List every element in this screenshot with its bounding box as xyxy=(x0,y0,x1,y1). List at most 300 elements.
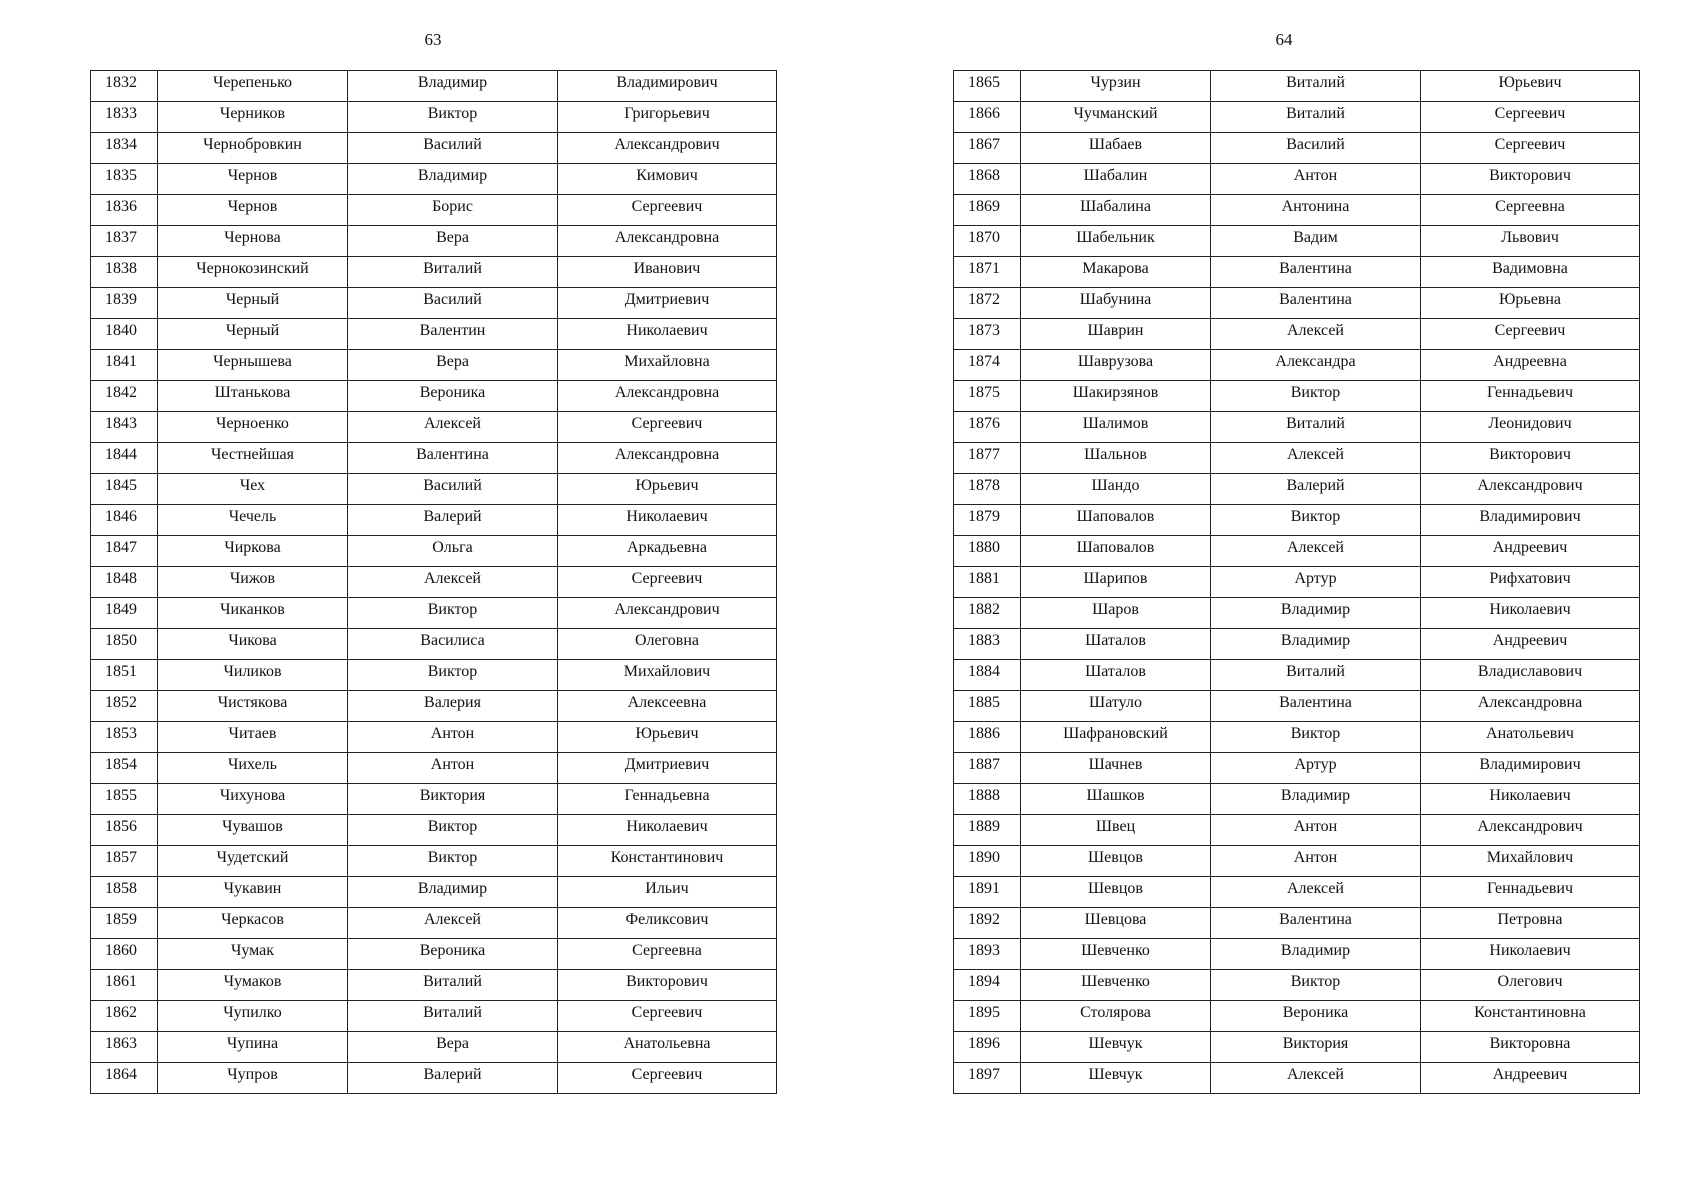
row-number: 1850 xyxy=(91,629,158,660)
row-number: 1878 xyxy=(954,474,1021,505)
surname-cell: Черников xyxy=(158,102,348,133)
surname-cell: Шевцов xyxy=(1021,877,1211,908)
first-name-cell: Владимир xyxy=(1211,784,1421,815)
row-number: 1842 xyxy=(91,381,158,412)
table-row xyxy=(954,722,1640,753)
patronymic-cell: Владимирович xyxy=(1421,753,1640,784)
first-name-cell: Вероника xyxy=(348,381,558,412)
patronymic-cell: Владимирович xyxy=(558,71,777,102)
table-row xyxy=(91,71,777,102)
patronymic-cell: Петровна xyxy=(1421,908,1640,939)
patronymic-cell: Львович xyxy=(1421,226,1640,257)
row-number: 1845 xyxy=(91,474,158,505)
patronymic-cell: Николаевич xyxy=(1421,939,1640,970)
table-row xyxy=(954,288,1640,319)
first-name-cell: Владимир xyxy=(348,877,558,908)
first-name-cell: Вадим xyxy=(1211,226,1421,257)
first-name-cell: Виталий xyxy=(1211,102,1421,133)
patronymic-cell: Александровна xyxy=(558,443,777,474)
patronymic-cell: Андреевна xyxy=(1421,350,1640,381)
row-number: 1849 xyxy=(91,598,158,629)
table-row xyxy=(91,133,777,164)
row-number: 1889 xyxy=(954,815,1021,846)
patronymic-cell: Николаевич xyxy=(1421,784,1640,815)
first-name-cell: Виталий xyxy=(348,970,558,1001)
patronymic-cell: Геннадьевна xyxy=(558,784,777,815)
first-name-cell: Виталий xyxy=(348,257,558,288)
table-row xyxy=(91,1032,777,1063)
surname-cell: Честнейшая xyxy=(158,443,348,474)
table-row xyxy=(954,474,1640,505)
table-row xyxy=(954,412,1640,443)
first-name-cell: Вероника xyxy=(1211,1001,1421,1032)
first-name-cell: Александра xyxy=(1211,350,1421,381)
row-number: 1879 xyxy=(954,505,1021,536)
patronymic-cell: Юрьевич xyxy=(1421,71,1640,102)
patronymic-cell: Николаевич xyxy=(1421,598,1640,629)
first-name-cell: Алексей xyxy=(1211,877,1421,908)
row-number: 1894 xyxy=(954,970,1021,1001)
table-row xyxy=(91,660,777,691)
surname-cell: Чернова xyxy=(158,226,348,257)
first-name-cell: Василий xyxy=(1211,133,1421,164)
first-name-cell: Борис xyxy=(348,195,558,226)
surname-cell: Шевчук xyxy=(1021,1032,1211,1063)
page-64 xyxy=(953,0,1639,1200)
row-number: 1876 xyxy=(954,412,1021,443)
row-number: 1847 xyxy=(91,536,158,567)
first-name-cell: Валерий xyxy=(348,1063,558,1094)
row-number: 1848 xyxy=(91,567,158,598)
row-number: 1886 xyxy=(954,722,1021,753)
first-name-cell: Алексей xyxy=(1211,319,1421,350)
patronymic-cell: Николаевич xyxy=(558,319,777,350)
first-name-cell: Владимир xyxy=(348,71,558,102)
first-name-cell: Василий xyxy=(348,474,558,505)
surname-cell: Шевченко xyxy=(1021,939,1211,970)
row-number: 1833 xyxy=(91,102,158,133)
row-number: 1891 xyxy=(954,877,1021,908)
patronymic-cell: Константиновна xyxy=(1421,1001,1640,1032)
surname-cell: Шабельник xyxy=(1021,226,1211,257)
surname-cell: Чистякова xyxy=(158,691,348,722)
table-row xyxy=(91,877,777,908)
first-name-cell: Василий xyxy=(348,288,558,319)
first-name-cell: Василий xyxy=(348,133,558,164)
patronymic-cell: Анатольевна xyxy=(558,1032,777,1063)
row-number: 1884 xyxy=(954,660,1021,691)
patronymic-cell: Михайлович xyxy=(1421,846,1640,877)
row-number: 1835 xyxy=(91,164,158,195)
first-name-cell: Виталий xyxy=(1211,412,1421,443)
surname-cell: Чукавин xyxy=(158,877,348,908)
surname-cell: Шатуло xyxy=(1021,691,1211,722)
surname-cell: Шальнов xyxy=(1021,443,1211,474)
patronymic-cell: Сергеевич xyxy=(558,1063,777,1094)
page-number: 64 xyxy=(1275,30,1293,49)
surname-cell: Чернов xyxy=(158,164,348,195)
table-row xyxy=(954,1032,1640,1063)
name-table xyxy=(90,70,777,1094)
patronymic-cell: Феликсович xyxy=(558,908,777,939)
patronymic-cell: Александрович xyxy=(558,598,777,629)
patronymic-cell: Олегович xyxy=(1421,970,1640,1001)
row-number: 1864 xyxy=(91,1063,158,1094)
surname-cell: Шевчук xyxy=(1021,1063,1211,1094)
page-63 xyxy=(90,0,776,1200)
surname-cell: Чучманский xyxy=(1021,102,1211,133)
row-number: 1857 xyxy=(91,846,158,877)
surname-cell: Столярова xyxy=(1021,1001,1211,1032)
first-name-cell: Ольга xyxy=(348,536,558,567)
patronymic-cell: Владимирович xyxy=(1421,505,1640,536)
table-row xyxy=(954,691,1640,722)
table-row xyxy=(91,288,777,319)
first-name-cell: Василиса xyxy=(348,629,558,660)
first-name-cell: Виктория xyxy=(1211,1032,1421,1063)
row-number: 1836 xyxy=(91,195,158,226)
row-number: 1860 xyxy=(91,939,158,970)
row-number: 1882 xyxy=(954,598,1021,629)
table-row xyxy=(91,567,777,598)
surname-cell: Шабунина xyxy=(1021,288,1211,319)
table-row xyxy=(954,567,1640,598)
row-number: 1859 xyxy=(91,908,158,939)
surname-cell: Черный xyxy=(158,288,348,319)
surname-cell: Шандо xyxy=(1021,474,1211,505)
first-name-cell: Виталий xyxy=(1211,71,1421,102)
surname-cell: Шалимов xyxy=(1021,412,1211,443)
table-row xyxy=(954,939,1640,970)
surname-cell: Швец xyxy=(1021,815,1211,846)
patronymic-cell: Кимович xyxy=(558,164,777,195)
row-number: 1871 xyxy=(954,257,1021,288)
table-row xyxy=(954,164,1640,195)
surname-cell: Черкасов xyxy=(158,908,348,939)
surname-cell: Черный xyxy=(158,319,348,350)
table-row xyxy=(954,660,1640,691)
table-row xyxy=(954,1001,1640,1032)
surname-cell: Чернов xyxy=(158,195,348,226)
row-number: 1883 xyxy=(954,629,1021,660)
table-row xyxy=(954,815,1640,846)
first-name-cell: Вероника xyxy=(348,939,558,970)
patronymic-cell: Юрьевич xyxy=(558,474,777,505)
patronymic-cell: Александрович xyxy=(1421,815,1640,846)
table-row xyxy=(91,226,777,257)
patronymic-cell: Аркадьевна xyxy=(558,536,777,567)
table-row xyxy=(954,846,1640,877)
first-name-cell: Виктория xyxy=(348,784,558,815)
surname-cell: Шафрановский xyxy=(1021,722,1211,753)
first-name-cell: Вера xyxy=(348,350,558,381)
patronymic-cell: Михайлович xyxy=(558,660,777,691)
patronymic-cell: Сергеевич xyxy=(558,567,777,598)
surname-cell: Шевцова xyxy=(1021,908,1211,939)
patronymic-cell: Иванович xyxy=(558,257,777,288)
table-row xyxy=(954,908,1640,939)
first-name-cell: Владимир xyxy=(1211,598,1421,629)
table-row xyxy=(91,1063,777,1094)
patronymic-cell: Михайловна xyxy=(558,350,777,381)
row-number: 1861 xyxy=(91,970,158,1001)
table-row xyxy=(954,753,1640,784)
first-name-cell: Валентина xyxy=(348,443,558,474)
first-name-cell: Виктор xyxy=(1211,970,1421,1001)
first-name-cell: Виталий xyxy=(348,1001,558,1032)
surname-cell: Чернышева xyxy=(158,350,348,381)
first-name-cell: Антон xyxy=(1211,164,1421,195)
row-number: 1851 xyxy=(91,660,158,691)
table-row xyxy=(954,71,1640,102)
surname-cell: Макарова xyxy=(1021,257,1211,288)
surname-cell: Чупилко xyxy=(158,1001,348,1032)
row-number: 1839 xyxy=(91,288,158,319)
first-name-cell: Антон xyxy=(1211,815,1421,846)
row-number: 1846 xyxy=(91,505,158,536)
row-number: 1867 xyxy=(954,133,1021,164)
patronymic-cell: Григорьевич xyxy=(558,102,777,133)
row-number: 1897 xyxy=(954,1063,1021,1094)
first-name-cell: Артур xyxy=(1211,753,1421,784)
first-name-cell: Алексей xyxy=(1211,536,1421,567)
row-number: 1852 xyxy=(91,691,158,722)
surname-cell: Шаталов xyxy=(1021,629,1211,660)
surname-cell: Шаповалов xyxy=(1021,536,1211,567)
row-number: 1888 xyxy=(954,784,1021,815)
row-number: 1853 xyxy=(91,722,158,753)
first-name-cell: Валентина xyxy=(1211,257,1421,288)
table-row xyxy=(954,102,1640,133)
surname-cell: Шаврузова xyxy=(1021,350,1211,381)
surname-cell: Шаров xyxy=(1021,598,1211,629)
first-name-cell: Валентина xyxy=(1211,908,1421,939)
first-name-cell: Артур xyxy=(1211,567,1421,598)
row-number: 1865 xyxy=(954,71,1021,102)
surname-cell: Шабалин xyxy=(1021,164,1211,195)
patronymic-cell: Геннадьевич xyxy=(1421,381,1640,412)
patronymic-cell: Викторовна xyxy=(1421,1032,1640,1063)
patronymic-cell: Дмитриевич xyxy=(558,753,777,784)
row-number: 1855 xyxy=(91,784,158,815)
surname-cell: Чихунова xyxy=(158,784,348,815)
row-number: 1885 xyxy=(954,691,1021,722)
first-name-cell: Антон xyxy=(348,753,558,784)
table-row xyxy=(954,505,1640,536)
surname-cell: Шарипов xyxy=(1021,567,1211,598)
table-row xyxy=(954,381,1640,412)
table-row xyxy=(954,1063,1640,1094)
surname-cell: Шабалина xyxy=(1021,195,1211,226)
patronymic-cell: Владиславович xyxy=(1421,660,1640,691)
patronymic-cell: Сергеевич xyxy=(558,412,777,443)
table-row xyxy=(954,970,1640,1001)
surname-cell: Чувашов xyxy=(158,815,348,846)
row-number: 1832 xyxy=(91,71,158,102)
first-name-cell: Валентин xyxy=(348,319,558,350)
table-row xyxy=(91,350,777,381)
patronymic-cell: Александровна xyxy=(558,226,777,257)
patronymic-cell: Леонидович xyxy=(1421,412,1640,443)
surname-cell: Шачнев xyxy=(1021,753,1211,784)
surname-cell: Читаев xyxy=(158,722,348,753)
patronymic-cell: Константинович xyxy=(558,846,777,877)
first-name-cell: Виктор xyxy=(348,598,558,629)
row-number: 1890 xyxy=(954,846,1021,877)
surname-cell: Шевченко xyxy=(1021,970,1211,1001)
row-number: 1862 xyxy=(91,1001,158,1032)
table-row xyxy=(91,598,777,629)
row-number: 1840 xyxy=(91,319,158,350)
table-row xyxy=(91,1001,777,1032)
table-row xyxy=(954,195,1640,226)
patronymic-cell: Вадимовна xyxy=(1421,257,1640,288)
first-name-cell: Виктор xyxy=(1211,722,1421,753)
row-number: 1875 xyxy=(954,381,1021,412)
patronymic-cell: Викторович xyxy=(558,970,777,1001)
page-number: 63 xyxy=(424,30,442,49)
row-number: 1877 xyxy=(954,443,1021,474)
patronymic-cell: Юрьевна xyxy=(1421,288,1640,319)
patronymic-cell: Викторович xyxy=(1421,443,1640,474)
first-name-cell: Алексей xyxy=(348,412,558,443)
first-name-cell: Валентина xyxy=(1211,288,1421,319)
patronymic-cell: Сергеевич xyxy=(558,1001,777,1032)
row-number: 1869 xyxy=(954,195,1021,226)
surname-cell: Чихель xyxy=(158,753,348,784)
first-name-cell: Валерия xyxy=(348,691,558,722)
row-number: 1868 xyxy=(954,164,1021,195)
surname-cell: Шашков xyxy=(1021,784,1211,815)
table-row xyxy=(91,753,777,784)
surname-cell: Чернобровкин xyxy=(158,133,348,164)
surname-cell: Чупина xyxy=(158,1032,348,1063)
table-row xyxy=(91,257,777,288)
table-row xyxy=(954,784,1640,815)
table-row xyxy=(91,474,777,505)
first-name-cell: Валерий xyxy=(1211,474,1421,505)
table-row xyxy=(954,877,1640,908)
table-row xyxy=(91,846,777,877)
first-name-cell: Алексей xyxy=(1211,1063,1421,1094)
surname-cell: Шаповалов xyxy=(1021,505,1211,536)
surname-cell: Чиркова xyxy=(158,536,348,567)
surname-cell: Чернокозинский xyxy=(158,257,348,288)
row-number: 1874 xyxy=(954,350,1021,381)
first-name-cell: Владимир xyxy=(1211,629,1421,660)
row-number: 1881 xyxy=(954,567,1021,598)
surname-cell: Шаврин xyxy=(1021,319,1211,350)
surname-cell: Чумак xyxy=(158,939,348,970)
first-name-cell: Владимир xyxy=(1211,939,1421,970)
surname-cell: Шабаев xyxy=(1021,133,1211,164)
row-number: 1892 xyxy=(954,908,1021,939)
surname-cell: Чижов xyxy=(158,567,348,598)
surname-cell: Черноенко xyxy=(158,412,348,443)
row-number: 1858 xyxy=(91,877,158,908)
patronymic-cell: Ильич xyxy=(558,877,777,908)
table-row xyxy=(954,133,1640,164)
surname-cell: Чупров xyxy=(158,1063,348,1094)
patronymic-cell: Андреевич xyxy=(1421,1063,1640,1094)
patronymic-cell: Андреевич xyxy=(1421,629,1640,660)
table-row xyxy=(91,722,777,753)
patronymic-cell: Сергеевич xyxy=(1421,133,1640,164)
first-name-cell: Алексей xyxy=(348,908,558,939)
row-number: 1838 xyxy=(91,257,158,288)
name-table xyxy=(953,70,1640,1094)
patronymic-cell: Сергеевич xyxy=(1421,102,1640,133)
surname-cell: Шевцов xyxy=(1021,846,1211,877)
first-name-cell: Антон xyxy=(348,722,558,753)
patronymic-cell: Дмитриевич xyxy=(558,288,777,319)
row-number: 1837 xyxy=(91,226,158,257)
table-row xyxy=(954,629,1640,660)
row-number: 1880 xyxy=(954,536,1021,567)
patronymic-cell: Юрьевич xyxy=(558,722,777,753)
table-row xyxy=(91,381,777,412)
row-number: 1834 xyxy=(91,133,158,164)
table-row xyxy=(91,412,777,443)
table-row xyxy=(91,908,777,939)
first-name-cell: Антон xyxy=(1211,846,1421,877)
patronymic-cell: Андреевич xyxy=(1421,536,1640,567)
surname-cell: Чех xyxy=(158,474,348,505)
first-name-cell: Валентина xyxy=(1211,691,1421,722)
patronymic-cell: Олеговна xyxy=(558,629,777,660)
first-name-cell: Алексей xyxy=(348,567,558,598)
patronymic-cell: Геннадьевич xyxy=(1421,877,1640,908)
row-number: 1872 xyxy=(954,288,1021,319)
patronymic-cell: Викторович xyxy=(1421,164,1640,195)
patronymic-cell: Анатольевич xyxy=(1421,722,1640,753)
first-name-cell: Алексей xyxy=(1211,443,1421,474)
patronymic-cell: Александровна xyxy=(558,381,777,412)
table-row xyxy=(954,257,1640,288)
first-name-cell: Виктор xyxy=(1211,381,1421,412)
table-row xyxy=(91,505,777,536)
first-name-cell: Валерий xyxy=(348,505,558,536)
first-name-cell: Виктор xyxy=(348,846,558,877)
surname-cell: Чечель xyxy=(158,505,348,536)
table-row xyxy=(91,939,777,970)
row-number: 1863 xyxy=(91,1032,158,1063)
first-name-cell: Виталий xyxy=(1211,660,1421,691)
table-row xyxy=(91,195,777,226)
surname-cell: Чумаков xyxy=(158,970,348,1001)
first-name-cell: Виктор xyxy=(348,102,558,133)
patronymic-cell: Сергеевич xyxy=(1421,319,1640,350)
table-row xyxy=(954,443,1640,474)
table-row xyxy=(91,319,777,350)
first-name-cell: Владимир xyxy=(348,164,558,195)
patronymic-cell: Сергеевна xyxy=(1421,195,1640,226)
table-row xyxy=(91,784,777,815)
table-row xyxy=(91,443,777,474)
row-number: 1873 xyxy=(954,319,1021,350)
table-row xyxy=(91,164,777,195)
row-number: 1854 xyxy=(91,753,158,784)
first-name-cell: Антонина xyxy=(1211,195,1421,226)
row-number: 1841 xyxy=(91,350,158,381)
row-number: 1893 xyxy=(954,939,1021,970)
table-row xyxy=(954,319,1640,350)
table-row xyxy=(954,350,1640,381)
surname-cell: Чиканков xyxy=(158,598,348,629)
surname-cell: Штанькова xyxy=(158,381,348,412)
patronymic-cell: Александрович xyxy=(1421,474,1640,505)
table-row xyxy=(91,102,777,133)
